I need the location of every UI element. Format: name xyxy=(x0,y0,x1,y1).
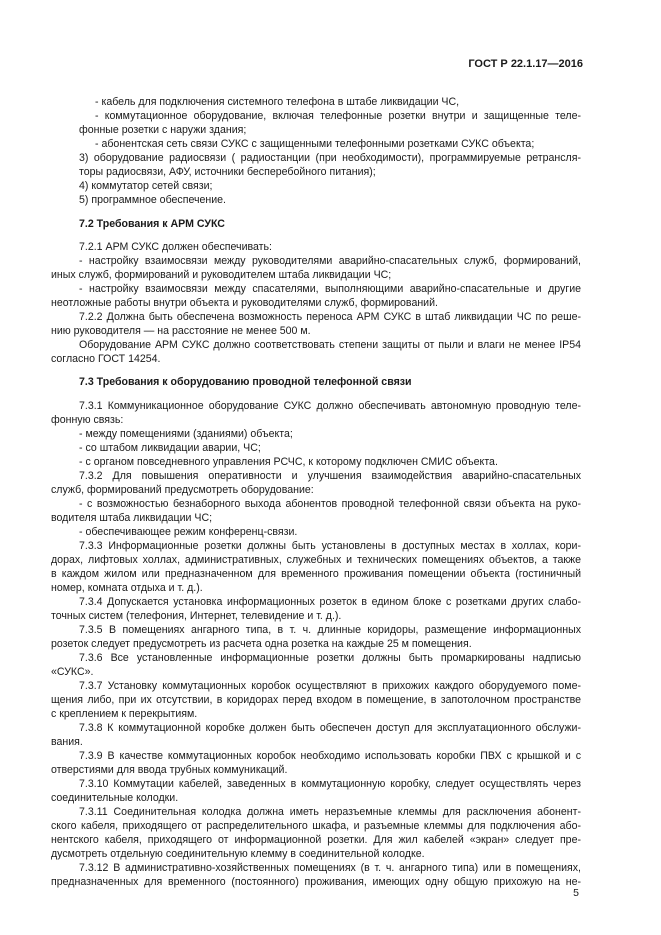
text-line: в каждом жилом или предназначенном для временного проживания помещении объекта (гостиничный xyxy=(51,568,581,580)
text-line: - с органом повседневного управления РСЧС, к которому подключен СМИС объекта. xyxy=(79,456,498,468)
text-line: - коммутационное оборудование, включая телефонные розетки внутри и защищенные теле- xyxy=(95,110,581,122)
text-line: 7.2.1 АРМ СУКС должен обеспечивать: xyxy=(79,241,272,253)
doc-header: ГОСТ Р 22.1.17—2016 xyxy=(468,58,583,70)
text-line: - с возможностью безнаборного выхода абонентов проводной телефонной связи объекта на руко- xyxy=(79,498,581,510)
text-line: 7.3.7 Установку коммутационных коробок осуществляют в прихожих каждого оборудуемого поме- xyxy=(79,680,581,692)
text-line: дорах, лифтовых холлах, административных, служебных и технических помещениях объектов, а также xyxy=(51,554,581,566)
text-line: 7.2.2 Должна быть обеспечена возможность переноса АРМ СУКС в штаб ликвидации ЧС по реше- xyxy=(79,311,581,323)
text-line: вания. xyxy=(51,736,83,748)
text-line: - настройку взаимосвязи между спасателями, выполняющими аварийно-спасательные и другие xyxy=(79,283,581,295)
text-line: - со штабом ликвидации аварии, ЧС; xyxy=(79,442,261,454)
text-line: 4) коммутатор сетей связи; xyxy=(79,180,213,192)
text-line: щения либо, при их отсутствии, в коридорах перед входом в помещение, в запотолочном пространстве xyxy=(51,694,581,706)
text-line: водителя штаба ликвидации ЧС; xyxy=(51,512,213,524)
text-line: 7.3.5 В помещениях ангарного типа, в т. ч. длинные коридоры, размещение информационных xyxy=(79,624,581,636)
text-line: 5) программное обеспечение. xyxy=(79,194,226,206)
text-line: торы радиосвязи, АФУ, источники бесперебойного питания); xyxy=(79,166,376,178)
text-line: дусмотреть отдельную соединительную клемму в соединительной колодке. xyxy=(51,848,425,860)
text-line: предназначенных для временного (постоянного) проживания, имеющих одну общую прихожую на не- xyxy=(51,876,581,888)
text-line: соединительные колодки. xyxy=(51,792,179,804)
text-line: фонную связь: xyxy=(51,414,124,426)
section-heading: 7.3 Требования к оборудованию проводной телефонной связи xyxy=(79,376,412,388)
text-line: неотложные работы внутри объекта и руководителями служб, формирований. xyxy=(51,297,438,309)
text-line: иных служб, формирований и руководителем штаба ликвидации ЧС; xyxy=(51,269,392,281)
text-line: 7.3.3 Информационные розетки должны быть установлены в доступных местах в холлах, кори- xyxy=(79,540,581,552)
text-line: 3) оборудование радиосвязи ( радиостанции (при необходимости), программируемые ретрансля- xyxy=(79,152,581,164)
text-line: 7.3.11 Соединительная колодка должна иметь неразъемные клеммы для расключения абонент- xyxy=(79,806,581,818)
page-number: 5 xyxy=(573,887,579,899)
text-line: ского кабеля, приходящего от распределительного шкафа, и разъемные клеммы для подключения або- xyxy=(51,820,581,832)
text-line: 7.3.2 Для повышения оперативности и улучшения взаимодействия аварийно-спасательных xyxy=(79,470,581,482)
text-line: - кабель для подключения системного телефона в штабе ликвидации ЧС, xyxy=(95,96,460,108)
text-line: служб, формирований предусмотреть оборудование: xyxy=(51,484,314,496)
text-line: «СУКС». xyxy=(51,666,94,678)
text-line: 7.3.6 Все установленные информационные розетки должны быть промаркированы надписью xyxy=(79,652,581,664)
text-line: нию руководителя — на расстояние не менее 500 м. xyxy=(51,325,311,337)
text-line: согласно ГОСТ 14254. xyxy=(51,353,161,365)
text-line: - обеспечивающее режим конференц-связи. xyxy=(79,526,298,538)
text-line: 7.3.10 Коммутации кабелей, заведенных в коммутационную коробку, следует осуществлять через xyxy=(79,778,581,790)
text-line: фонные розетки с наружи здания; xyxy=(79,124,247,136)
text-line: - абонентская сеть связи СУКС с защищенными телефонными розетками СУКС объекта; xyxy=(95,138,535,150)
text-line: точных систем (телефония, Интернет, телевидение и т. д.). xyxy=(51,610,342,622)
text-line: розеток следует предусмотреть из расчета одна розетка на каждые 25 м помещения. xyxy=(51,638,472,650)
text-line: отверстиями для ввода трубных коммуникаций. xyxy=(51,764,288,776)
text-line: - настройку взаимосвязи между руководителями аварийно-спасательных служб, формирований, xyxy=(79,255,581,267)
text-line: номер, комната отдыха и т. д.). xyxy=(51,582,203,594)
text-line: 7.3.1 Коммуникационное оборудование СУКС должно обеспечивать автономную проводную теле- xyxy=(79,400,581,412)
text-line: 7.3.8 К коммутационной коробке должен быть обеспечен доступ для эксплуатационного обслужи- xyxy=(79,722,581,734)
text-line: - между помещениями (зданиями) объекта; xyxy=(79,428,293,440)
text-line: 7.3.9 В качестве коммутационных коробок необходимо использовать коробки ПВХ с крышкой и с xyxy=(79,750,581,762)
text-line: 7.3.12 В административно-хозяйственных помещениях (в т. ч. ангарного типа) или в помещениях, xyxy=(79,862,581,874)
text-line: с креплением к перекрытиям. xyxy=(51,708,198,720)
section-heading: 7.2 Требования к АРМ СУКС xyxy=(79,218,225,230)
text-line: нентского кабеля, приходящего от информационной розетки. Для жил кабелей «экран» следует пре- xyxy=(51,834,581,846)
text-line: 7.3.4 Допускается установка информационных розеток в едином блоке с розетками других слабо- xyxy=(79,596,581,608)
text-line: Оборудование АРМ СУКС должно соответствовать степени защиты от пыли и влаги не менее IP54 xyxy=(79,339,581,351)
